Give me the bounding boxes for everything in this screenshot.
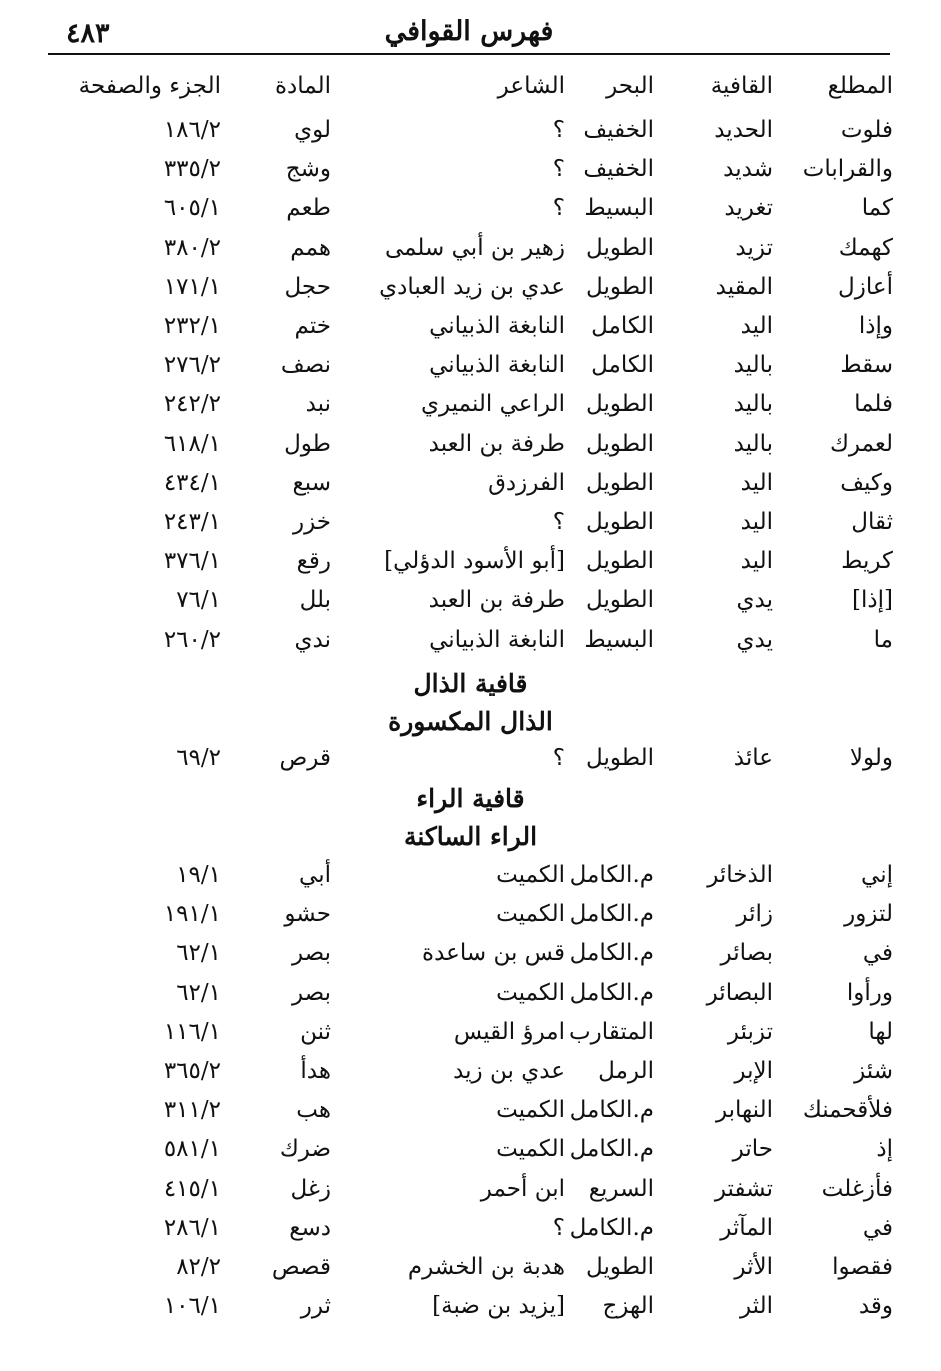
- cell-shaer: ؟: [552, 745, 565, 771]
- cell-bahr: الطويل: [586, 273, 654, 300]
- cell-madda: قرص: [279, 745, 331, 771]
- cell-bahr: م.الكامل: [569, 1097, 654, 1124]
- cell-shaer: ؟: [552, 1214, 565, 1241]
- cell-juz: ٤١٥/١: [163, 1175, 221, 1202]
- cell-madda: بلل: [299, 587, 331, 614]
- table-row: [0, 189, 941, 227]
- cell-qafia: اليد: [740, 469, 773, 496]
- table-row: [0, 346, 941, 384]
- cell-matla: وكيف: [840, 469, 893, 496]
- cell-shaer: الراعي النميري: [421, 391, 565, 418]
- cell-juz: ٨٢/٢: [176, 1254, 221, 1280]
- cell-madda: بصر: [291, 979, 331, 1006]
- table-row: [0, 1052, 941, 1090]
- cell-madda: نصف: [280, 352, 331, 379]
- cell-qafia: المقيد: [715, 273, 773, 300]
- cell-shaer: ؟: [552, 509, 565, 535]
- cell-madda: طول: [284, 430, 331, 457]
- cell-matla: في: [862, 940, 893, 967]
- cell-juz: ١٨٦/٢: [163, 117, 221, 143]
- cell-shaer: امرؤ القيس: [453, 1018, 565, 1045]
- cell-qafia: باليد: [733, 391, 773, 418]
- cell-qafia: الأثر: [734, 1254, 773, 1280]
- cell-madda: هب: [296, 1097, 331, 1124]
- cell-qafia: المآثر: [720, 1214, 773, 1241]
- cell-qafia: يدي: [736, 587, 773, 614]
- page-number: ٤٨٣: [66, 18, 110, 49]
- table-row: [0, 307, 941, 345]
- cell-madda: وشج: [285, 156, 331, 183]
- cell-qafia: الإبر: [734, 1058, 773, 1084]
- cell-qafia: بصائر: [720, 940, 773, 967]
- cell-bahr: الطويل: [586, 745, 654, 771]
- section-subtitle-dhal: الذال المكسورة: [388, 707, 553, 736]
- cell-matla: فأزغلت: [821, 1175, 893, 1202]
- cell-qafia: الذخائر: [707, 862, 773, 888]
- cell-qafia: حاتر: [732, 1136, 773, 1163]
- cell-madda: خزر: [292, 509, 331, 535]
- cell-qafia: الثر: [739, 1293, 773, 1320]
- cell-bahr: الخفيف: [583, 117, 654, 143]
- cell-juz: ١٩/١: [176, 862, 221, 888]
- cell-shaer: هدبة بن الخشرم: [407, 1254, 565, 1280]
- cell-juz: ٣٨٠/٢: [163, 234, 221, 261]
- cell-matla: ما: [873, 626, 893, 653]
- cell-madda: سبع: [292, 469, 331, 496]
- cell-madda: حجل: [284, 273, 331, 300]
- table-row: [0, 974, 941, 1012]
- cell-bahr: الكامل: [591, 352, 654, 379]
- cell-qafia: تزبئر: [727, 1018, 773, 1045]
- cell-bahr: الطويل: [586, 469, 654, 496]
- cell-matla: فلما: [854, 391, 893, 418]
- cell-madda: ثرر: [300, 1293, 331, 1320]
- cell-shaer: الكميت: [496, 901, 565, 928]
- cell-matla: وإذا: [858, 313, 893, 339]
- cell-matla: لعمرك: [829, 430, 893, 457]
- column-header-qafia: القافية: [710, 73, 773, 99]
- table-row: [0, 503, 941, 541]
- table-row: [0, 150, 941, 188]
- cell-matla: وقد: [858, 1293, 893, 1320]
- cell-juz: ٤٣٤/١: [163, 469, 221, 496]
- cell-qafia: باليد: [733, 352, 773, 379]
- cell-bahr: الهزج: [602, 1293, 654, 1320]
- cell-matla: إذ: [876, 1136, 893, 1163]
- cell-matla: والقرابات: [802, 156, 893, 183]
- column-header-shaer: الشاعر: [497, 73, 565, 99]
- table-row: [0, 268, 941, 306]
- cell-madda: نبد: [305, 391, 331, 418]
- cell-qafia: شديد: [723, 156, 773, 183]
- cell-juz: ١٠٦/١: [163, 1293, 221, 1320]
- cell-matla: ولولا: [849, 745, 893, 771]
- cell-shaer: طرفة بن العبد: [428, 430, 565, 457]
- page-header: [48, 16, 890, 52]
- column-header-matla: المطلع: [827, 73, 893, 99]
- cell-juz: ١٧١/١: [163, 273, 221, 300]
- cell-madda: هدأ: [300, 1058, 331, 1084]
- cell-juz: ٦٠٥/١: [163, 195, 221, 222]
- cell-bahr: الطويل: [586, 391, 654, 418]
- cell-matla: لتزور: [844, 901, 893, 928]
- cell-shaer: عدي بن زيد: [453, 1058, 565, 1084]
- cell-bahr: البسيط: [584, 195, 654, 222]
- cell-qafia: اليد: [740, 548, 773, 575]
- table-row: [0, 1170, 941, 1208]
- cell-juz: ١٩١/١: [163, 901, 221, 928]
- cell-bahr: الكامل: [591, 313, 654, 339]
- cell-matla: سقط: [840, 352, 893, 379]
- cell-juz: ٢٤٢/٢: [163, 391, 221, 418]
- cell-qafia: البصائر: [706, 979, 773, 1006]
- table-row: [0, 1209, 941, 1247]
- table-row: [0, 1248, 941, 1286]
- cell-matla: فقصوا: [832, 1254, 893, 1280]
- cell-qafia: اليد: [740, 313, 773, 339]
- cell-madda: همم: [290, 234, 331, 261]
- cell-shaer: الكميت: [496, 979, 565, 1006]
- cell-madda: ثنن: [300, 1018, 331, 1045]
- table-row: [0, 229, 941, 267]
- cell-madda: أبي: [299, 862, 331, 888]
- cell-madda: رقع: [296, 548, 331, 575]
- cell-bahr: م.الكامل: [569, 979, 654, 1006]
- cell-juz: ١١٦/١: [163, 1018, 221, 1045]
- cell-bahr: م.الكامل: [569, 901, 654, 928]
- cell-shaer: ؟: [552, 117, 565, 143]
- table-row: [0, 542, 941, 580]
- cell-bahr: الطويل: [586, 587, 654, 614]
- cell-shaer: الكميت: [496, 1136, 565, 1163]
- table-row: [0, 895, 941, 933]
- cell-bahr: م.الكامل: [569, 940, 654, 967]
- table-row: [0, 425, 941, 463]
- cell-matla: إني: [861, 862, 893, 888]
- cell-matla: شئز: [854, 1058, 893, 1084]
- section-title-dhal: قافية الذال: [413, 669, 528, 698]
- cell-qafia: زائر: [736, 901, 773, 928]
- cell-bahr: م.الكامل: [569, 862, 654, 888]
- cell-qafia: اليد: [740, 509, 773, 535]
- cell-juz: ٢٨٦/١: [163, 1214, 221, 1241]
- cell-madda: حشو: [284, 901, 331, 928]
- cell-bahr: الطويل: [586, 234, 654, 261]
- cell-bahr: م.الكامل: [569, 1136, 654, 1163]
- table-row: [0, 464, 941, 502]
- cell-madda: زغل: [290, 1175, 331, 1202]
- cell-qafia: تشفتر: [714, 1175, 773, 1202]
- table-row: [0, 111, 941, 149]
- table-row: [0, 1013, 941, 1051]
- cell-juz: ٢٧٦/٢: [163, 352, 221, 379]
- cell-matla: فلوت: [840, 117, 893, 143]
- cell-madda: بصر: [291, 940, 331, 967]
- cell-juz: ٢٤٣/١: [163, 509, 221, 535]
- cell-bahr: م.الكامل: [569, 1214, 654, 1241]
- section-subtitle-ra: الراء الساكنة: [403, 822, 538, 851]
- cell-bahr: الطويل: [586, 430, 654, 457]
- cell-shaer: النابغة الذبياني: [429, 626, 565, 653]
- cell-matla: كهمك: [838, 234, 893, 261]
- cell-shaer: ؟: [552, 195, 565, 222]
- cell-juz: ٣٧٦/١: [163, 548, 221, 575]
- cell-qafia: تغريد: [724, 195, 773, 222]
- table-row: [0, 739, 941, 777]
- cell-madda: دسع: [289, 1214, 331, 1241]
- cell-shaer: قس بن ساعدة: [422, 940, 565, 967]
- cell-qafia: تزيد: [735, 234, 773, 261]
- cell-bahr: البسيط: [584, 626, 654, 653]
- cell-juz: ٣٣٥/٢: [163, 156, 221, 183]
- cell-juz: ٦٢/١: [176, 979, 221, 1006]
- cell-madda: ختم: [294, 313, 331, 339]
- header-rule: [48, 53, 890, 55]
- cell-matla: أعازل: [838, 273, 893, 300]
- page-title: فهرس القوافي: [384, 16, 554, 47]
- cell-matla: في: [862, 1214, 893, 1241]
- cell-shaer: ابن أحمر: [480, 1175, 565, 1202]
- cell-qafia: باليد: [733, 430, 773, 457]
- column-header-row: [0, 67, 941, 105]
- cell-bahr: المتقارب: [568, 1018, 654, 1045]
- cell-matla: لها: [868, 1018, 893, 1045]
- table-row: [0, 385, 941, 423]
- cell-madda: ضرك: [279, 1136, 331, 1163]
- cell-shaer: الفرزدق: [488, 469, 565, 496]
- cell-juz: ٣٦٥/٢: [163, 1058, 221, 1084]
- cell-matla: كريط: [841, 548, 893, 575]
- cell-juz: ٧٦/١: [176, 587, 221, 614]
- cell-shaer: [يزيد بن ضبة]: [432, 1293, 565, 1320]
- cell-qafia: الحديد: [714, 117, 773, 143]
- cell-shaer: الكميت: [496, 862, 565, 888]
- column-header-juz: الجزء والصفحة: [78, 73, 221, 99]
- table-row: [0, 1287, 941, 1325]
- cell-juz: ٦٩/٢: [176, 745, 221, 771]
- table-row: [0, 1130, 941, 1168]
- cell-bahr: الطويل: [586, 509, 654, 535]
- cell-matla: فلأقحمنك: [802, 1097, 893, 1124]
- cell-shaer: النابغة الذبياني: [429, 352, 565, 379]
- cell-madda: ندي: [294, 626, 331, 653]
- cell-qafia: يدي: [736, 626, 773, 653]
- cell-juz: ٥٨١/١: [163, 1136, 221, 1163]
- section-title-ra: قافية الراء: [416, 784, 525, 813]
- cell-shaer: الكميت: [496, 1097, 565, 1124]
- table-row: [0, 856, 941, 894]
- column-header-bahr: البحر: [606, 73, 654, 99]
- cell-matla: ورأوا: [846, 979, 893, 1006]
- cell-bahr: الرمل: [598, 1058, 654, 1084]
- cell-shaer: ؟: [552, 156, 565, 183]
- cell-matla: كما: [861, 195, 893, 222]
- cell-shaer: [أبو الأسود الدؤلي]: [384, 548, 565, 575]
- cell-shaer: طرفة بن العبد: [428, 587, 565, 614]
- cell-juz: ٢٦٠/٢: [163, 626, 221, 653]
- cell-bahr: الطويل: [586, 548, 654, 575]
- cell-shaer: عدي بن زيد العبادي: [379, 273, 565, 300]
- cell-qafia: عائذ: [733, 745, 773, 771]
- table-row: [0, 1091, 941, 1129]
- cell-shaer: زهير بن أبي سلمى: [384, 234, 565, 261]
- cell-qafia: النهابر: [715, 1097, 773, 1124]
- table-row: [0, 621, 941, 659]
- cell-bahr: الطويل: [586, 1254, 654, 1280]
- cell-juz: ٦١٨/١: [163, 430, 221, 457]
- cell-juz: ٦٢/١: [176, 940, 221, 967]
- cell-matla: ثقال: [851, 509, 893, 535]
- cell-matla: [إذا]: [852, 587, 893, 614]
- cell-madda: قصص: [271, 1254, 331, 1280]
- column-header-madda: المادة: [275, 73, 331, 99]
- cell-juz: ٣١١/٢: [163, 1097, 221, 1124]
- cell-shaer: النابغة الذبياني: [429, 313, 565, 339]
- cell-bahr: السريع: [588, 1175, 654, 1202]
- table-row: [0, 934, 941, 972]
- cell-bahr: الخفيف: [583, 156, 654, 183]
- table-row: [0, 581, 941, 619]
- cell-madda: لوي: [294, 117, 331, 143]
- cell-juz: ٢٣٢/١: [163, 313, 221, 339]
- cell-madda: طعم: [286, 195, 331, 222]
